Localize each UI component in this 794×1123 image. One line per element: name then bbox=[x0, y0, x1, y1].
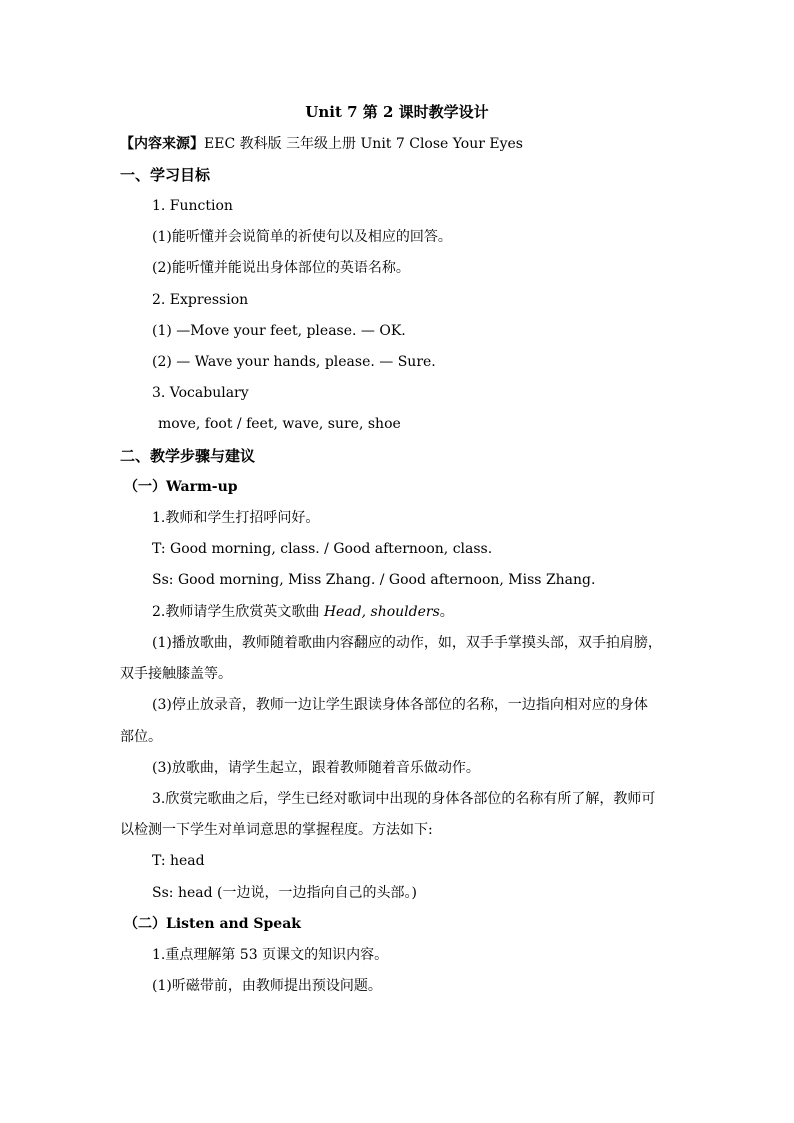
warmup-line bbox=[152, 603, 454, 621]
content-source-line bbox=[120, 135, 523, 153]
objective-item: (1)能听懂并会说简单的祈使句以及相应的回答。 bbox=[152, 229, 452, 245]
warmup-line: 3.欣赏完歌曲之后，学生已经对歌词中出现的身体各部位的名称有所了解，教师可 bbox=[152, 791, 656, 807]
warmup-line: 以检测一下学生对单词意思的掌握程度。方法如下: bbox=[120, 822, 433, 838]
document-title: Unit 7 第 2 课时教学设计 bbox=[305, 103, 489, 121]
warmup-line: (3)放歌曲，请学生起立，跟着教师随着音乐做动作。 bbox=[152, 760, 480, 776]
section-heading-steps: 二、教学步骤与建议 bbox=[120, 447, 256, 465]
warmup-line: 双手接触膝盖等。 bbox=[120, 666, 232, 682]
objective-item: 1. Function bbox=[152, 198, 233, 214]
content-source-text: EEC 教科版 三年级上册 Unit 7 Close Your Eyes bbox=[204, 136, 523, 152]
objective-item: (2) — Wave your hands, please. — Sure. bbox=[152, 354, 436, 370]
objective-item: (1) —Move your feet, please. — OK. bbox=[152, 323, 406, 339]
listen-speak-line: 1.重点理解第 53 页课文的知识内容。 bbox=[152, 947, 389, 963]
subsection-heading-warmup: （一）Warm-up bbox=[124, 479, 238, 495]
warmup-line: Ss: Good morning, Miss Zhang. / Good afternoon, Miss Zhang. bbox=[152, 572, 596, 588]
warmup-line: T: Good morning, class. / Good afternoon, class. bbox=[152, 541, 493, 557]
song-intro-end: 。 bbox=[439, 604, 454, 620]
warmup-line: Ss: head (一边说，一边指向自己的头部。) bbox=[152, 885, 417, 901]
objective-item: (2)能听懂并能说出身体部位的英语名称。 bbox=[152, 260, 410, 276]
content-source-label: 【内容来源】 bbox=[120, 136, 204, 152]
listen-speak-line: (1)听磁带前，由教师提出预设问题。 bbox=[152, 978, 382, 994]
objective-item: 3. Vocabulary bbox=[152, 385, 249, 401]
warmup-line: 1.教师和学生打招呼问好。 bbox=[152, 510, 320, 526]
warmup-line: T: head bbox=[152, 853, 205, 869]
warmup-line: (1)播放歌曲，教师随着歌曲内容翻应的动作，如，双手手掌摸头部，双手拍肩膀， bbox=[152, 635, 662, 651]
warmup-line: (3)停止放录音，教师一边让学生跟读身体各部位的名称，一边指向相对应的身体 bbox=[152, 697, 648, 713]
objective-item: move, foot / feet, wave, sure, shoe bbox=[158, 416, 401, 432]
objective-item: 2. Expression bbox=[152, 292, 249, 308]
song-title: Head, shoulders bbox=[323, 604, 440, 620]
section-heading-objectives: 一、学习目标 bbox=[120, 166, 211, 184]
subsection-heading-listen-speak: （二）Listen and Speak bbox=[124, 916, 301, 932]
warmup-line: 部位。 bbox=[120, 729, 162, 745]
song-intro-text: 2.教师请学生欣赏英文歌曲 bbox=[152, 604, 324, 620]
